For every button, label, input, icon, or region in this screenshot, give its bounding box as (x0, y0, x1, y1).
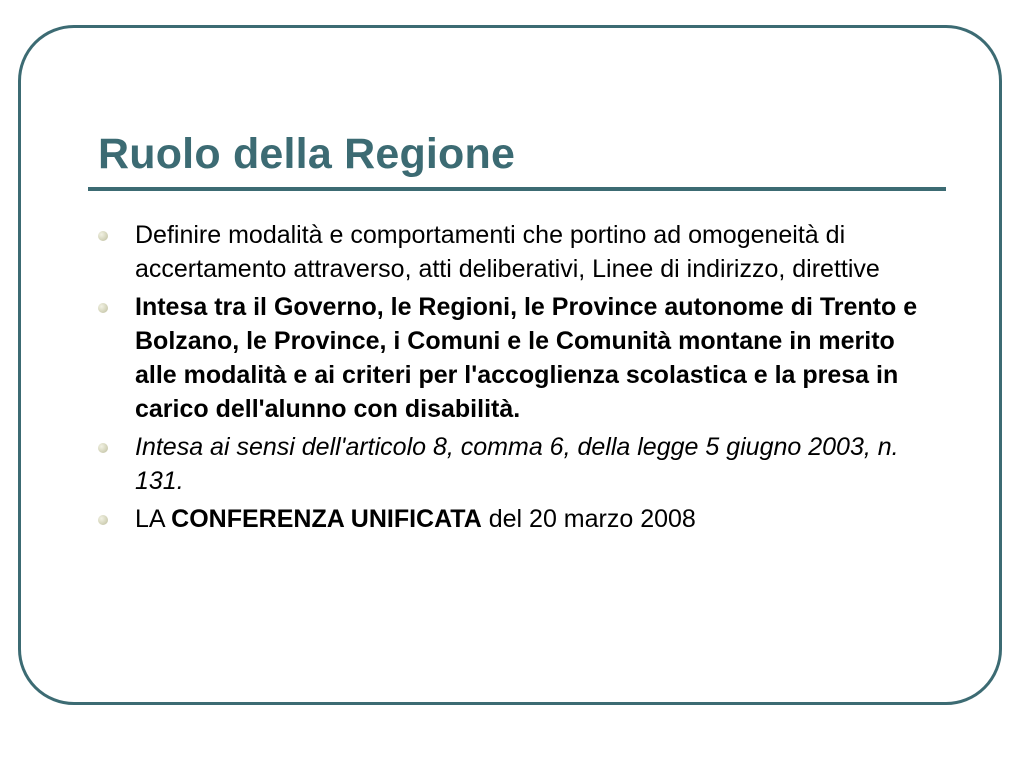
bullet-item-intesa (98, 290, 940, 426)
bullet-text: Definire modalità e comportamenti che portino ad omogeneità di accertamento attraverso, atti deliberativi, Linee di indirizzo, direttive (135, 221, 880, 283)
bullet-text: Intesa ai sensi dell'articolo 8, comma 6, della legge 5 giugno 2003, n. 131. (135, 433, 899, 495)
bullet-text (135, 505, 696, 533)
title-underline (88, 187, 946, 191)
bullet-icon (98, 515, 108, 525)
bullet-text-suffix: del 20 marzo 2008 (481, 505, 696, 533)
bullet-text-prefix: LA (135, 505, 172, 533)
bullet-text-emphasis: CONFERENZA UNIFICATA (171, 505, 482, 533)
bullet-item-definire (98, 218, 940, 286)
bullet-item-conferenza (98, 502, 940, 536)
bullet-icon (98, 231, 108, 241)
slide-title: Ruolo della Regione (98, 130, 516, 178)
bullet-item-intesa-ai-sensi (98, 430, 940, 498)
bullet-text: Intesa tra il Governo, le Regioni, le Province autonome di Trento e Bolzano, le Province, i Comuni e le Comunità montane in merito alle modalità e ai criteri per l'accoglienza scolastica e la presa in carico dell'alunno con disabilità. (135, 293, 918, 423)
bullet-list (98, 218, 940, 540)
bullet-icon (98, 303, 108, 313)
bullet-icon (98, 443, 108, 453)
